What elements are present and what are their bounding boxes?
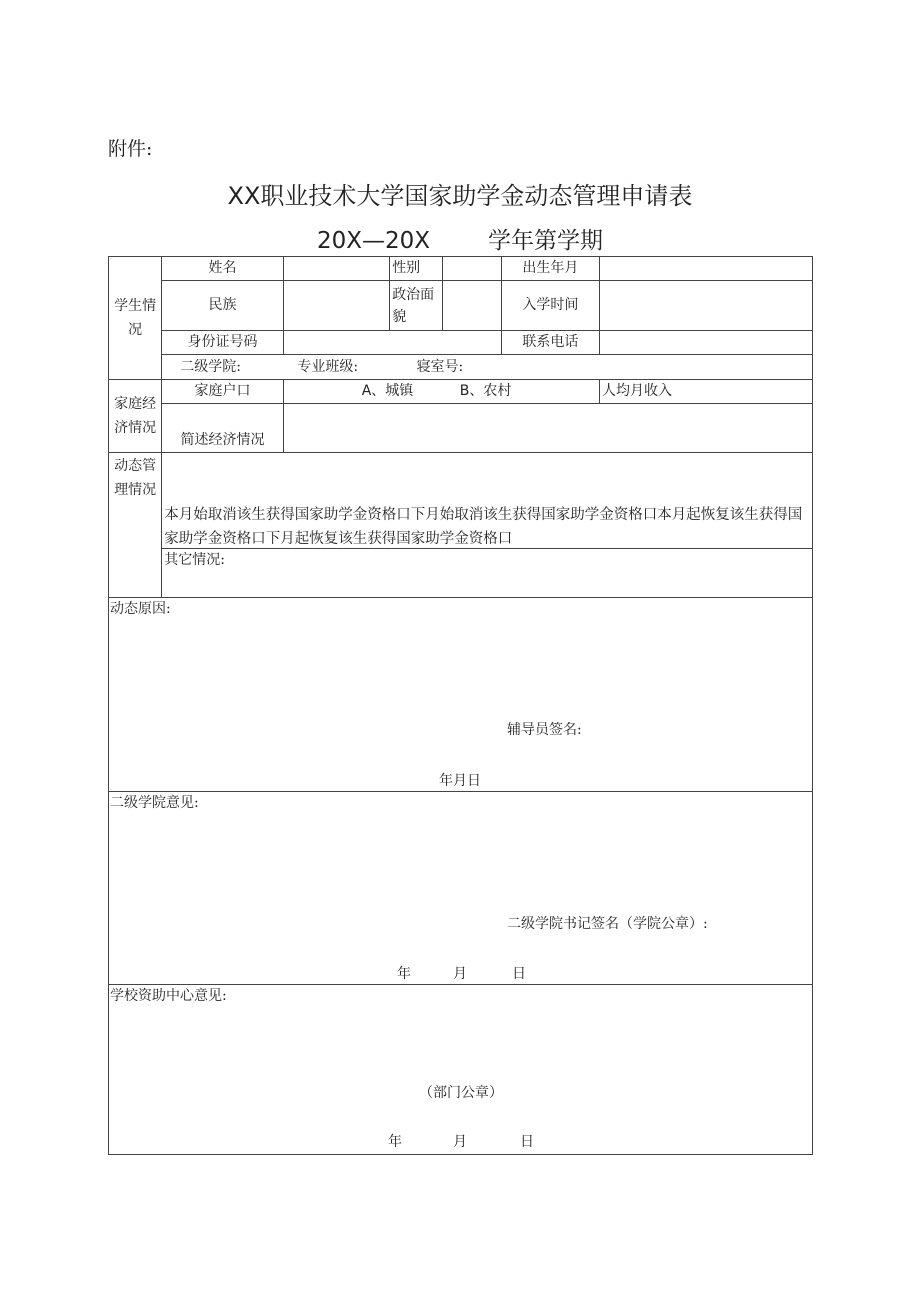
college-opinion-cell[interactable] (109, 792, 813, 985)
major-label: 专业班级: (297, 358, 359, 375)
college-opinion-label: 二级学院意见: (110, 795, 199, 811)
year-range: 20X—20X (316, 228, 431, 254)
school-date-month: 月 (453, 1134, 467, 1150)
enroll-label: 入学时间 (501, 281, 599, 331)
student-section-label: 学生情况 (109, 257, 162, 380)
ethnicity-label: 民族 (162, 281, 284, 331)
dorm-label: 寝室号: (416, 358, 464, 375)
college-date-month: 月 (453, 966, 467, 982)
name-field[interactable] (283, 257, 389, 281)
form-subtitle (0, 222, 920, 255)
household-label: 家庭户口 (162, 380, 284, 404)
counselor-signature-label: 辅导员签名: (507, 722, 582, 738)
attachment-label: 附件: (108, 138, 153, 160)
reason-date: 年月日 (439, 773, 481, 789)
form-title: XX职业技术大学国家助学金动态管理申请表 (227, 182, 693, 210)
political-field[interactable] (443, 281, 501, 331)
school-opinion-label: 学校资助中心意见: (110, 988, 227, 1004)
ethnicity-field[interactable] (283, 281, 389, 331)
college-date-day: 日 (512, 966, 526, 982)
dynamic-section-label: 动态管理情况 (109, 453, 162, 598)
id-label: 身份证号码 (162, 331, 284, 355)
summary-label: 简述经济情况 (162, 404, 284, 453)
summary-field[interactable] (283, 404, 812, 453)
birth-label: 出生年月 (501, 257, 599, 281)
student-row-3 (109, 331, 813, 355)
term-label: 学年第学期 (488, 228, 604, 254)
gender-label: 性别 (390, 257, 443, 281)
option-rural[interactable]: B、农村 (459, 383, 512, 399)
student-row-4 (109, 355, 813, 380)
family-row-1 (109, 380, 813, 404)
gender-field[interactable] (443, 257, 501, 281)
dynamic-row-2 (109, 549, 813, 598)
family-section-label: 家庭经济情况 (109, 380, 162, 453)
school-opinion-cell[interactable] (109, 985, 813, 1155)
school-date-year: 年 (388, 1134, 402, 1150)
dynamic-row-1 (109, 453, 813, 549)
department-stamp-label: （部门公章） (419, 1085, 503, 1101)
reason-row (109, 598, 813, 792)
political-label: 政治面貌 (390, 281, 443, 331)
school-date-day: 日 (520, 1134, 534, 1150)
student-row-2 (109, 281, 813, 331)
college-major-dorm-row (162, 355, 813, 380)
birth-field[interactable] (600, 257, 813, 281)
student-row-1 (109, 257, 813, 281)
household-options (283, 380, 599, 404)
phone-label: 联系电话 (501, 331, 599, 355)
college-label: 二级学院: (180, 358, 241, 375)
dynamic-options-cell (162, 453, 813, 549)
application-form-table (108, 256, 813, 1155)
college-opinion-row (109, 792, 813, 985)
other-situation-cell[interactable] (162, 549, 813, 598)
reason-label: 动态原因: (110, 601, 171, 617)
other-situation-label: 其它情况: (164, 552, 225, 568)
college-date-year: 年 (397, 966, 411, 982)
name-label: 姓名 (162, 257, 284, 281)
option-urban[interactable]: A、城镇 (361, 383, 414, 399)
income-label: 人均月收入 (600, 380, 813, 404)
dynamic-options-text[interactable]: 本月始取消该生获得国家助学金资格口下月始取消该生获得国家助学金资格口本月起恢复该生获得国家助学金资格口下月起恢复该生获得国家助学金资格口 (164, 507, 803, 547)
school-opinion-row (109, 985, 813, 1155)
enroll-field[interactable] (600, 281, 813, 331)
family-row-2 (109, 404, 813, 453)
secretary-signature-label: 二级学院书记签名（学院公章）: (507, 916, 708, 932)
reason-cell[interactable] (109, 598, 813, 792)
phone-field[interactable] (600, 331, 813, 355)
id-field[interactable] (283, 331, 501, 355)
